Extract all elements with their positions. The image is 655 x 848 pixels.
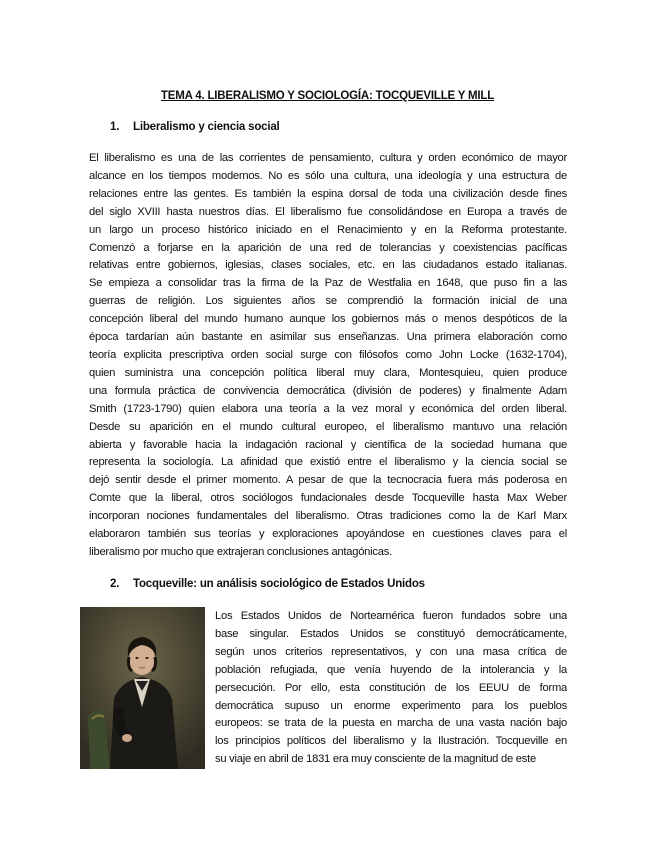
- s1-line: liberalismo por mucho que extrajeran conclusiones antagónicas.: [89, 545, 392, 558]
- s2-line: Los Estados Unidos de Norteamérica fueron fundados sobre una: [215, 610, 567, 622]
- section-number-1: 1.: [110, 121, 120, 133]
- section-title-2: Tocqueville: un análisis sociológico de Estados Unidos: [133, 578, 425, 590]
- s1-line: Smith (1723-1790) quien elabora una teoría a la vez moral y económica del orden liberal.: [89, 402, 567, 415]
- section-1-paragraph: [89, 150, 567, 562]
- s1-line: Comte que la liberal, otros sociólogos fundacionales desde Tocqueville hasta Max Weber: [89, 492, 567, 505]
- s1-line: guerras de religión. Los siguientes años se comprendió la formación inicial de una: [89, 295, 567, 308]
- s1-line: elaboraron también sus teorías y exploraciones apoyándose en cuestiones claves para el: [89, 528, 567, 541]
- section-heading-1: [110, 121, 280, 133]
- s1-line: representa la sociología. La afinidad que existió entre el liberalismo y la ciencia social se: [89, 456, 567, 469]
- s2-line: según unos criterios representativos, y con una masa crítica de: [215, 645, 567, 658]
- tocqueville-portrait-image: [80, 607, 205, 769]
- section-heading-2: [110, 578, 425, 590]
- s1-line: concepción liberal del mundo humano aunque los gobiernos más o menos despóticos de la: [89, 313, 567, 326]
- s1-line: del siglo XVIII hasta nuestros días. El liberalismo fue consolidándose en Europa a través de: [89, 205, 567, 218]
- s1-line: quien suministra una concepción política liberal muy clara, Montesquieu, quien produce: [89, 366, 567, 379]
- s1-line: época tardarían aún bastante en asimilar sus enseñanzas. Una primera elaboración como: [89, 331, 567, 344]
- s1-line: Desde su aparición en el mundo cultural europeo, el liberalismo mantuvo una relación: [89, 420, 567, 433]
- s2-line: europeos: se trata de la puesta en marcha de una vasta nación bajo: [215, 717, 567, 730]
- section-title-1: Liberalismo y ciencia social: [133, 121, 280, 133]
- s2-line: los principios políticos del liberalismo y la Ilustración. Tocqueville en: [215, 735, 567, 748]
- s2-line: su viaje en abril de 1831 era muy consciente de la magnitud de este: [215, 753, 536, 766]
- portrait-illustration: [80, 607, 205, 769]
- s1-line: una formula práctica de convivencia democrática (división de poderes) y finalmente Adam: [89, 384, 567, 397]
- s1-line: teoría explicita prescriptiva orden social surge con filósofos como John Locke (1632-1704),: [89, 348, 567, 361]
- s1-line: Se empieza a consolidar tras la firma de la Paz de Westfalia en 1648, que puso fin a las: [89, 277, 567, 290]
- s1-line: abierta y favorable hacia la indagación racional y científica de la sociedad humana que: [89, 438, 567, 451]
- s1-line: El liberalismo es una de las corrientes de pensamiento, cultura y orden económico de mayor: [89, 152, 567, 164]
- s1-line: dejó sentir desde el primer momento. A pesar de que la tecnocracia fuera más poderosa en: [89, 474, 567, 487]
- s2-line: población refugiada, que venía huyendo de la intolerancia y la: [215, 663, 567, 676]
- s1-line: Comenzó a forjarse en la aparición de una red de tolerancias y coexistencias pacíficas: [89, 241, 567, 254]
- s1-line: incorporan nociones fundamentales del liberalismo. Otras tradiciones como la de Karl Marx: [89, 510, 567, 523]
- s2-line: democrática supuso un enorme experimento para los pueblos: [215, 699, 567, 712]
- s1-line: alcance en los tiempos modernos. No es sólo una cultura, una ideología y una estructura de: [89, 169, 567, 182]
- s1-line: relaciones entre las gentes. Es también la espina dorsal de toda una civilización desde fines: [89, 187, 567, 200]
- section-number-2: 2.: [110, 578, 120, 590]
- s2-line: base singular. Estados Unidos se constituyó democráticamente,: [215, 627, 567, 640]
- s1-line: relativas entre gobiernos, iglesias, clases sociales, etc. en las ciudadanos estado italianas.: [89, 259, 567, 272]
- document-title: TEMA 4. LIBERALISMO Y SOCIOLOGÍA: TOCQUEVILLE Y MILL: [160, 90, 495, 102]
- section-2-paragraph: [215, 608, 567, 769]
- s2-line: persecución. Por ello, esta constitución de los EEUU de forma: [215, 681, 567, 694]
- s1-line: un largo un proceso histórico iniciado en el Renacimiento y en la Reforma protestante.: [89, 223, 567, 236]
